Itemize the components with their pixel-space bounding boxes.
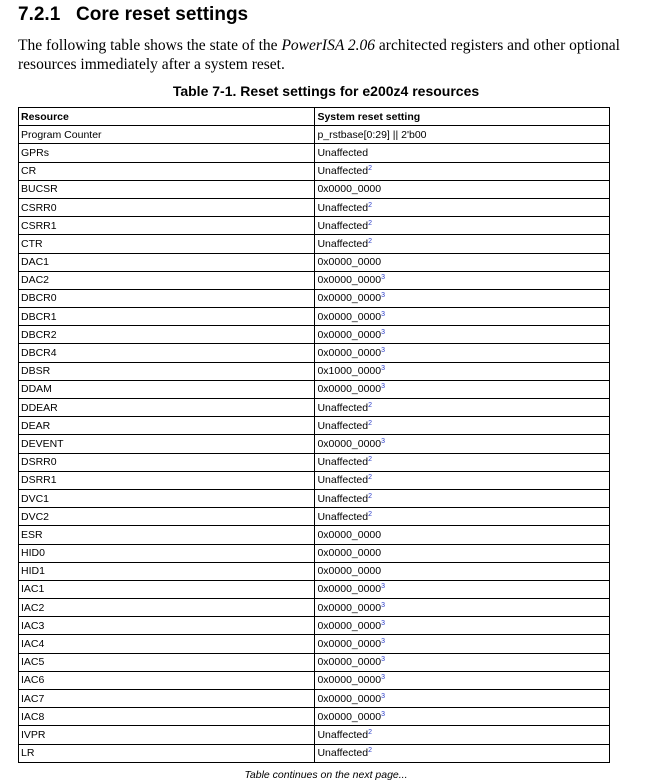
- reset-setting-cell: [315, 599, 610, 617]
- reset-setting-cell: [315, 289, 610, 307]
- reset-setting-value: 0x0000_0000: [317, 183, 382, 196]
- reset-setting-cell: [315, 508, 610, 526]
- resource-cell: DBCR1: [19, 308, 315, 326]
- resource-cell: DDAM: [19, 380, 315, 398]
- table-row: [19, 453, 610, 471]
- table-row: [19, 671, 610, 689]
- reset-setting-value: Unaffected: [317, 201, 369, 214]
- reset-setting-value: 0x0000_0000: [317, 601, 382, 614]
- footnote-link[interactable]: 2: [368, 165, 372, 173]
- reset-setting-value: Unaffected: [317, 219, 369, 232]
- table-row: [19, 744, 610, 762]
- table-row: [19, 508, 610, 526]
- reset-setting-value: Unaffected: [317, 165, 369, 178]
- section-title: Core reset settings: [76, 4, 249, 25]
- reset-setting-cell: [315, 435, 610, 453]
- reset-setting-value: 0x0000_0000: [317, 328, 382, 341]
- column-header-resource: Resource: [19, 108, 315, 126]
- table-row: [19, 417, 610, 435]
- resource-cell: DSRR1: [19, 471, 315, 489]
- resource-cell: DSRR0: [19, 453, 315, 471]
- resource-cell: HID0: [19, 544, 315, 562]
- table-row: [19, 198, 610, 216]
- reset-setting-cell: [315, 399, 610, 417]
- footnote-link[interactable]: 3: [381, 310, 386, 318]
- resource-cell: DVC2: [19, 508, 315, 526]
- reset-setting-value: Unaffected: [317, 401, 369, 414]
- resource-cell: CR: [19, 162, 315, 180]
- reset-setting-cell: [315, 144, 610, 162]
- reset-setting-cell: [315, 253, 610, 271]
- table-row: [19, 344, 610, 362]
- table-row: [19, 690, 610, 708]
- table-row: [19, 562, 610, 580]
- reset-setting-value: Unaffected: [317, 510, 369, 523]
- reset-setting-cell: [315, 453, 610, 471]
- table-body: [19, 126, 610, 763]
- footnote-link[interactable]: 3: [381, 656, 386, 664]
- table-row: [19, 435, 610, 453]
- reset-setting-cell: [315, 744, 610, 762]
- resource-cell: IAC7: [19, 690, 315, 708]
- resource-cell: IAC5: [19, 653, 315, 671]
- footnote-link[interactable]: 2: [368, 419, 372, 427]
- resource-cell: DAC2: [19, 271, 315, 289]
- footnote-link[interactable]: 2: [368, 401, 372, 409]
- intro-emphasis: PowerISA 2.06: [281, 37, 376, 54]
- resource-cell: ESR: [19, 526, 315, 544]
- table-row: [19, 544, 610, 562]
- reset-setting-value: Unaffected: [317, 456, 369, 469]
- reset-setting-cell: [315, 726, 610, 744]
- footnote-link[interactable]: 3: [381, 638, 386, 646]
- reset-setting-value: 0x0000_0000: [317, 528, 382, 541]
- footnote-link[interactable]: 3: [381, 365, 386, 373]
- resource-cell: DBCR2: [19, 326, 315, 344]
- resource-cell: IVPR: [19, 726, 315, 744]
- footnote-link[interactable]: 3: [381, 619, 386, 627]
- reset-setting-value: 0x0000_0000: [317, 656, 382, 669]
- reset-setting-cell: [315, 580, 610, 598]
- table-row: [19, 271, 610, 289]
- reset-setting-value: Unaffected: [317, 492, 369, 505]
- footnote-link[interactable]: 2: [368, 201, 372, 209]
- table-row: [19, 617, 610, 635]
- footnote-link[interactable]: 3: [381, 328, 386, 336]
- reset-setting-cell: [315, 617, 610, 635]
- reset-setting-value: 0x0000_0000: [317, 274, 382, 287]
- reset-setting-value: 0x0000_0000: [317, 710, 382, 723]
- intro-text-start: The following table shows the state of the: [18, 37, 282, 54]
- resource-cell: DEVENT: [19, 435, 315, 453]
- intro-paragraph: [18, 36, 638, 74]
- reset-setting-cell: [315, 417, 610, 435]
- table-row: [19, 235, 610, 253]
- reset-setting-cell: [315, 380, 610, 398]
- reset-setting-value: 0x0000_0000: [317, 347, 382, 360]
- table-header-row: [19, 108, 610, 126]
- footnote-link[interactable]: 3: [381, 692, 386, 700]
- resource-cell: CSRR1: [19, 217, 315, 235]
- table-row: [19, 489, 610, 507]
- section-number: 7.2.1: [18, 4, 61, 25]
- table-row: [19, 308, 610, 326]
- reset-setting-value: 0x0000_0000: [317, 437, 382, 450]
- table-row: [19, 126, 610, 144]
- table-row: [19, 217, 610, 235]
- reset-setting-cell: [315, 308, 610, 326]
- reset-setting-cell: [315, 344, 610, 362]
- reset-setting-cell: [315, 471, 610, 489]
- footnote-link[interactable]: 3: [381, 347, 386, 355]
- reset-setting-value: p_rstbase[0:29] || 2'b00: [317, 128, 427, 141]
- footnote-link[interactable]: 2: [368, 747, 372, 755]
- footnote-link[interactable]: 3: [381, 437, 386, 445]
- footnote-link[interactable]: 3: [381, 292, 386, 300]
- table-row: [19, 708, 610, 726]
- reset-setting-value: 0x0000_0000: [317, 583, 382, 596]
- resource-cell: IAC3: [19, 617, 315, 635]
- reset-setting-value: 0x0000_0000: [317, 674, 382, 687]
- reset-setting-value: 0x0000_0000: [317, 383, 382, 396]
- table-row: [19, 326, 610, 344]
- reset-setting-cell: [315, 126, 610, 144]
- continuation-note: Table continues on the next page...: [244, 769, 408, 781]
- resource-cell: GPRs: [19, 144, 315, 162]
- table-row: [19, 162, 610, 180]
- intro-text-end: architected registers and other optional resources immediately after a system reset.: [18, 37, 620, 73]
- footnote-link[interactable]: 2: [368, 237, 372, 245]
- footnote-link[interactable]: 3: [381, 383, 386, 391]
- table-row: [19, 253, 610, 271]
- footnote-link[interactable]: 3: [381, 583, 386, 591]
- reset-setting-cell: [315, 708, 610, 726]
- table-row: [19, 362, 610, 380]
- resource-cell: IAC8: [19, 708, 315, 726]
- reset-setting-cell: [315, 217, 610, 235]
- reset-setting-value: 0x0000_0000: [317, 256, 382, 269]
- reset-setting-cell: [315, 362, 610, 380]
- reset-setting-cell: [315, 653, 610, 671]
- reset-setting-cell: [315, 162, 610, 180]
- resource-cell: DBCR4: [19, 344, 315, 362]
- table-row: [19, 289, 610, 307]
- resource-cell: IAC6: [19, 671, 315, 689]
- resource-cell: DDEAR: [19, 399, 315, 417]
- footnote-link[interactable]: 2: [368, 728, 372, 736]
- reset-setting-value: Unaffected: [317, 747, 369, 760]
- reset-setting-value: 0x0000_0000: [317, 692, 382, 705]
- footnote-link[interactable]: 3: [381, 674, 386, 682]
- table-row: [19, 144, 610, 162]
- footnote-link[interactable]: 2: [368, 456, 372, 464]
- reset-setting-cell: [315, 326, 610, 344]
- reset-setting-cell: [315, 489, 610, 507]
- column-header-reset-setting: System reset setting: [315, 108, 610, 126]
- resource-cell: DAC1: [19, 253, 315, 271]
- reset-setting-cell: [315, 544, 610, 562]
- reset-setting-cell: [315, 671, 610, 689]
- resource-cell: HID1: [19, 562, 315, 580]
- footnote-link[interactable]: 3: [381, 710, 386, 718]
- section-heading: [18, 4, 248, 26]
- footnote-link[interactable]: 2: [368, 510, 372, 518]
- table-row: [19, 726, 610, 744]
- reset-setting-value: 0x0000_0000: [317, 565, 382, 578]
- reset-setting-cell: [315, 198, 610, 216]
- table-row: [19, 180, 610, 198]
- footnote-link[interactable]: 3: [381, 601, 386, 609]
- reset-setting-value: 0x0000_0000: [317, 638, 382, 651]
- resource-cell: DBCR0: [19, 289, 315, 307]
- resource-cell: BUCSR: [19, 180, 315, 198]
- resource-cell: DVC1: [19, 489, 315, 507]
- table-row: [19, 653, 610, 671]
- table-row: [19, 471, 610, 489]
- reset-setting-value: Unaffected: [317, 728, 369, 741]
- reset-setting-cell: [315, 635, 610, 653]
- table-row: [19, 526, 610, 544]
- reset-setting-value: Unaffected: [317, 419, 369, 432]
- resource-cell: Program Counter: [19, 126, 315, 144]
- reset-setting-value: 0x1000_0000: [317, 365, 382, 378]
- reset-setting-cell: [315, 562, 610, 580]
- reset-setting-value: 0x0000_0000: [317, 310, 382, 323]
- table-row: [19, 399, 610, 417]
- table-row: [19, 380, 610, 398]
- resource-cell: IAC2: [19, 599, 315, 617]
- reset-setting-value: Unaffected: [317, 146, 369, 159]
- footnote-link[interactable]: 2: [368, 492, 372, 500]
- table-row: [19, 599, 610, 617]
- resource-cell: DEAR: [19, 417, 315, 435]
- resource-cell: DBSR: [19, 362, 315, 380]
- reset-setting-cell: [315, 235, 610, 253]
- resource-cell: IAC4: [19, 635, 315, 653]
- reset-setting-cell: [315, 690, 610, 708]
- reset-settings-table: [18, 107, 610, 763]
- reset-setting-value: Unaffected: [317, 474, 369, 487]
- footnote-link[interactable]: 3: [381, 274, 386, 282]
- reset-setting-cell: [315, 271, 610, 289]
- reset-setting-value: 0x0000_0000: [317, 292, 382, 305]
- footnote-link[interactable]: 2: [368, 474, 372, 482]
- resource-cell: LR: [19, 744, 315, 762]
- reset-setting-value: 0x0000_0000: [317, 547, 382, 560]
- table-row: [19, 580, 610, 598]
- resource-cell: IAC1: [19, 580, 315, 598]
- footnote-link[interactable]: 2: [368, 219, 372, 227]
- resource-cell: CSRR0: [19, 198, 315, 216]
- reset-setting-value: Unaffected: [317, 237, 369, 250]
- reset-setting-cell: [315, 526, 610, 544]
- reset-setting-cell: [315, 180, 610, 198]
- resource-cell: CTR: [19, 235, 315, 253]
- table-caption: Table 7-1. Reset settings for e200z4 resources: [172, 83, 480, 99]
- reset-setting-value: 0x0000_0000: [317, 619, 382, 632]
- table-row: [19, 635, 610, 653]
